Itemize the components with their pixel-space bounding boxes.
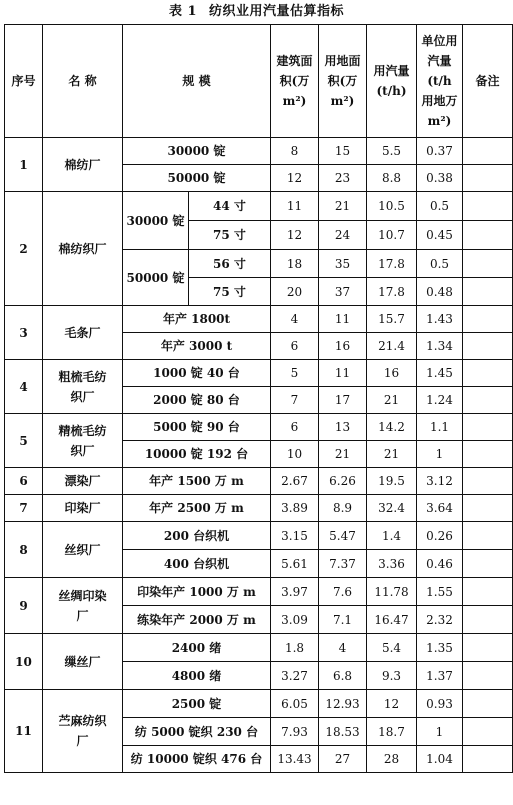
table-title-text: 纺织业用汽量估算指标: [209, 4, 345, 19]
cell-building-area: 8: [271, 138, 319, 165]
cell-steam: 16: [367, 360, 417, 387]
cell-land-area: 23: [319, 165, 367, 192]
cell-unit-steam: 0.93: [417, 690, 463, 718]
cell-scale: 400 台织机: [123, 550, 271, 578]
cell-steam: 14.2: [367, 414, 417, 441]
table-title: [0, 0, 513, 24]
cell-steam: 12: [367, 690, 417, 718]
cell-land-area: 16: [319, 333, 367, 360]
cell-name: 粗梳毛纺织厂: [43, 360, 123, 414]
cell-index: 2: [5, 192, 43, 306]
cell-building-area: 6.05: [271, 690, 319, 718]
cell-index: 8: [5, 522, 43, 578]
cell-steam: 21.4: [367, 333, 417, 360]
cell-building-area: 13.43: [271, 746, 319, 773]
cell-steam: 21: [367, 441, 417, 468]
cell-note: [463, 138, 513, 165]
cell-steam: 9.3: [367, 662, 417, 690]
cell-scale: 56 寸: [189, 250, 271, 278]
cell-index: 9: [5, 578, 43, 634]
cell-scale: 10000 锭 192 台: [123, 441, 271, 468]
cell-index: 7: [5, 495, 43, 522]
cell-scale: 1000 锭 40 台: [123, 360, 271, 387]
cell-land-area: 27: [319, 746, 367, 773]
table-row: [5, 522, 513, 550]
cell-steam: 5.5: [367, 138, 417, 165]
cell-land-area: 11: [319, 360, 367, 387]
cell-steam: 19.5: [367, 468, 417, 495]
cell-note: [463, 634, 513, 662]
cell-scale: 44 寸: [189, 192, 271, 221]
cell-land-area: 17: [319, 387, 367, 414]
cell-land-area: 21: [319, 441, 367, 468]
cell-note: [463, 165, 513, 192]
cell-unit-steam: 1: [417, 718, 463, 746]
cell-steam: 1.4: [367, 522, 417, 550]
cell-steam: 17.8: [367, 278, 417, 306]
cell-note: [463, 414, 513, 441]
cell-building-area: 4: [271, 306, 319, 333]
cell-unit-steam: 0.5: [417, 192, 463, 221]
cell-steam: 3.36: [367, 550, 417, 578]
cell-note: [463, 495, 513, 522]
cell-unit-steam: 1.37: [417, 662, 463, 690]
cell-note: [463, 522, 513, 550]
cell-unit-steam: 1.34: [417, 333, 463, 360]
cell-unit-steam: 1.1: [417, 414, 463, 441]
cell-building-area: 12: [271, 221, 319, 250]
cell-steam: 8.8: [367, 165, 417, 192]
cell-scale: 5000 锭 90 台: [123, 414, 271, 441]
header-unit-steam: 单位用汽量(t/h 用地万 m²): [417, 25, 463, 138]
cell-land-area: 11: [319, 306, 367, 333]
cell-index: 1: [5, 138, 43, 192]
cell-scale: 年产 2500 万 m: [123, 495, 271, 522]
table-row: [5, 192, 513, 221]
cell-steam: 28: [367, 746, 417, 773]
cell-note: [463, 578, 513, 606]
cell-building-area: 3.97: [271, 578, 319, 606]
cell-note: [463, 468, 513, 495]
cell-unit-steam: 0.5: [417, 250, 463, 278]
table-row: [5, 634, 513, 662]
header-building-area: 建筑面积(万 m²): [271, 25, 319, 138]
cell-steam: 10.7: [367, 221, 417, 250]
cell-note: [463, 306, 513, 333]
cell-scale: 75 寸: [189, 278, 271, 306]
cell-scale: 年产 3000 t: [123, 333, 271, 360]
cell-name: 精梳毛纺织厂: [43, 414, 123, 468]
cell-building-area: 10: [271, 441, 319, 468]
table-row: [5, 138, 513, 165]
cell-land-area: 6.8: [319, 662, 367, 690]
cell-name: 丝绸印染厂: [43, 578, 123, 634]
cell-building-area: 7.93: [271, 718, 319, 746]
cell-land-area: 6.26: [319, 468, 367, 495]
cell-scale: 2400 绪: [123, 634, 271, 662]
cell-building-area: 3.15: [271, 522, 319, 550]
cell-note: [463, 278, 513, 306]
cell-land-area: 24: [319, 221, 367, 250]
cell-index: 5: [5, 414, 43, 468]
cell-name: 丝织厂: [43, 522, 123, 578]
cell-building-area: 5.61: [271, 550, 319, 578]
cell-land-area: 18.53: [319, 718, 367, 746]
cell-steam: 18.7: [367, 718, 417, 746]
header-index: 序号: [5, 25, 43, 138]
cell-building-area: 18: [271, 250, 319, 278]
cell-index: 4: [5, 360, 43, 414]
cell-steam: 10.5: [367, 192, 417, 221]
cell-building-area: 3.09: [271, 606, 319, 634]
cell-note: [463, 550, 513, 578]
cell-note: [463, 441, 513, 468]
cell-unit-steam: 0.48: [417, 278, 463, 306]
cell-note: [463, 333, 513, 360]
cell-building-area: 6: [271, 414, 319, 441]
cell-building-area: 11: [271, 192, 319, 221]
cell-name: 漂染厂: [43, 468, 123, 495]
table-row: [5, 690, 513, 718]
cell-index: 11: [5, 690, 43, 773]
cell-note: [463, 718, 513, 746]
cell-unit-steam: 0.37: [417, 138, 463, 165]
header-row: [5, 25, 513, 138]
cell-note: [463, 690, 513, 718]
cell-unit-steam: 3.64: [417, 495, 463, 522]
cell-building-area: 2.67: [271, 468, 319, 495]
cell-land-area: 7.37: [319, 550, 367, 578]
cell-land-area: 37: [319, 278, 367, 306]
cell-steam: 11.78: [367, 578, 417, 606]
cell-scale: 年产 1800t: [123, 306, 271, 333]
cell-scale: 200 台织机: [123, 522, 271, 550]
cell-unit-steam: 1.55: [417, 578, 463, 606]
cell-sub-scale: 30000 锭: [123, 192, 189, 250]
cell-scale: 练染年产 2000 万 m: [123, 606, 271, 634]
cell-land-area: 35: [319, 250, 367, 278]
cell-note: [463, 662, 513, 690]
cell-unit-steam: 1.04: [417, 746, 463, 773]
table-title-label: 表 1: [168, 4, 198, 19]
cell-land-area: 5.47: [319, 522, 367, 550]
cell-index: 3: [5, 306, 43, 360]
steam-estimate-table: [4, 24, 513, 773]
cell-scale: 4800 绪: [123, 662, 271, 690]
header-note: 备注: [463, 25, 513, 138]
cell-scale: 30000 锭: [123, 138, 271, 165]
cell-note: [463, 746, 513, 773]
cell-note: [463, 606, 513, 634]
cell-land-area: 7.6: [319, 578, 367, 606]
header-land-area: 用地面积(万 m²): [319, 25, 367, 138]
cell-note: [463, 387, 513, 414]
cell-building-area: 3.89: [271, 495, 319, 522]
cell-land-area: 12.93: [319, 690, 367, 718]
cell-unit-steam: 2.32: [417, 606, 463, 634]
cell-unit-steam: 0.38: [417, 165, 463, 192]
cell-unit-steam: 1: [417, 441, 463, 468]
cell-scale: 年产 1500 万 m: [123, 468, 271, 495]
cell-steam: 17.8: [367, 250, 417, 278]
header-steam: 用汽量(t/h): [367, 25, 417, 138]
cell-land-area: 21: [319, 192, 367, 221]
cell-scale: 50000 锭: [123, 165, 271, 192]
table-row: [5, 360, 513, 387]
cell-scale: 纺 5000 锭织 230 台: [123, 718, 271, 746]
table-row: [5, 414, 513, 441]
cell-building-area: 6: [271, 333, 319, 360]
cell-steam: 5.4: [367, 634, 417, 662]
cell-name: 苎麻纺织厂: [43, 690, 123, 773]
cell-unit-steam: 1.43: [417, 306, 463, 333]
cell-unit-steam: 1.35: [417, 634, 463, 662]
table-row: [5, 495, 513, 522]
cell-note: [463, 221, 513, 250]
cell-name: 印染厂: [43, 495, 123, 522]
cell-unit-steam: 3.12: [417, 468, 463, 495]
table-row: [5, 468, 513, 495]
cell-unit-steam: 0.45: [417, 221, 463, 250]
cell-name: 毛条厂: [43, 306, 123, 360]
header-scale: 规 模: [123, 25, 271, 138]
cell-name: 棉纺厂: [43, 138, 123, 192]
cell-scale: 印染年产 1000 万 m: [123, 578, 271, 606]
table-row: [5, 578, 513, 606]
cell-land-area: 8.9: [319, 495, 367, 522]
cell-land-area: 7.1: [319, 606, 367, 634]
cell-steam: 21: [367, 387, 417, 414]
cell-land-area: 13: [319, 414, 367, 441]
cell-name: 棉纺织厂: [43, 192, 123, 306]
cell-steam: 32.4: [367, 495, 417, 522]
cell-scale: 75 寸: [189, 221, 271, 250]
cell-note: [463, 192, 513, 221]
cell-scale: 2500 锭: [123, 690, 271, 718]
table-row: [5, 306, 513, 333]
cell-land-area: 4: [319, 634, 367, 662]
cell-building-area: 7: [271, 387, 319, 414]
cell-building-area: 1.8: [271, 634, 319, 662]
cell-index: 10: [5, 634, 43, 690]
cell-unit-steam: 1.24: [417, 387, 463, 414]
cell-steam: 16.47: [367, 606, 417, 634]
header-name: 名 称: [43, 25, 123, 138]
cell-land-area: 15: [319, 138, 367, 165]
cell-steam: 15.7: [367, 306, 417, 333]
cell-unit-steam: 1.45: [417, 360, 463, 387]
cell-building-area: 20: [271, 278, 319, 306]
cell-name: 缫丝厂: [43, 634, 123, 690]
cell-note: [463, 250, 513, 278]
cell-note: [463, 360, 513, 387]
cell-building-area: 12: [271, 165, 319, 192]
cell-unit-steam: 0.46: [417, 550, 463, 578]
cell-unit-steam: 0.26: [417, 522, 463, 550]
cell-scale: 2000 锭 80 台: [123, 387, 271, 414]
cell-scale: 纺 10000 锭织 476 台: [123, 746, 271, 773]
cell-index: 6: [5, 468, 43, 495]
cell-building-area: 5: [271, 360, 319, 387]
cell-building-area: 3.27: [271, 662, 319, 690]
cell-sub-scale: 50000 锭: [123, 250, 189, 306]
